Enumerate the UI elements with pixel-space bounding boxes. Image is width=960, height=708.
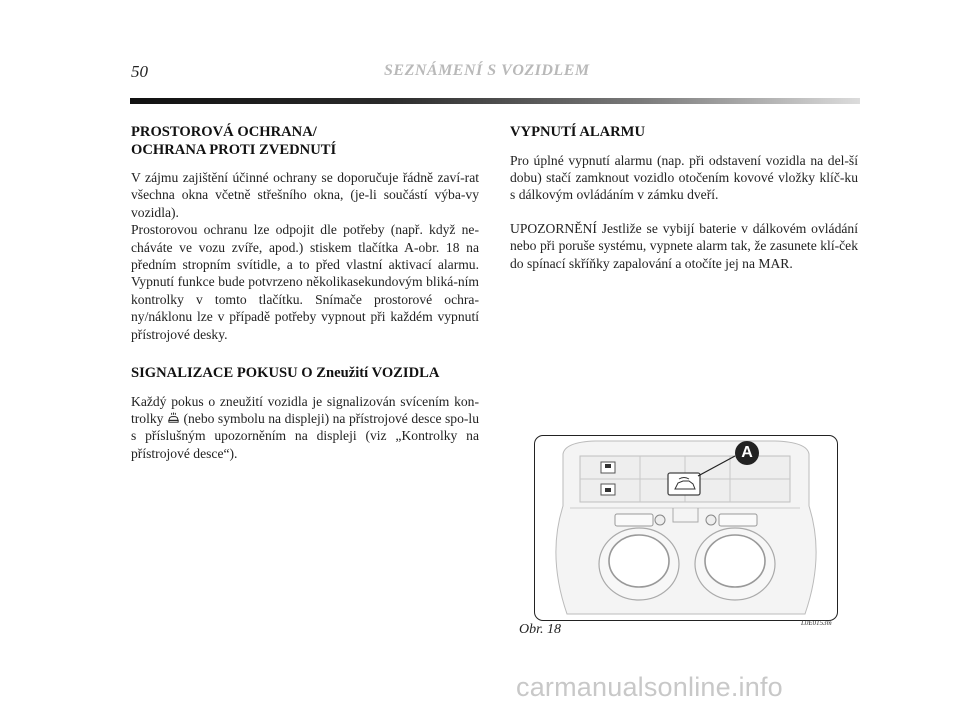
- running-title: SEZNÁMENÍ S VOZIDLEM: [384, 62, 590, 79]
- car-alarm-button-icon: [668, 473, 700, 495]
- paragraph: V zájmu zajištění účinné ochrany se doporučuje řádně zaví-rat všechna okna včetně střešního okna, (je-li součástí výba-vy vozidla).: [131, 170, 479, 220]
- figure-code: L0E0153m: [801, 619, 832, 627]
- section-title-line1: PROSTOROVÁ OCHRANA/: [131, 124, 317, 140]
- alarm-warning-icon: [167, 412, 180, 425]
- left-column: [131, 124, 479, 462]
- section-title-intrusion-signal: SIGNALIZACE POKUSU O Zneužití VOZIDLA: [131, 365, 440, 382]
- section-title-volumetric-protection: [131, 124, 479, 159]
- text-after-icon: (nebo symbolu na displeji) na přístrojové desce spo-lu s příslušným upozorněním na displeji (viz „Kontrolky na přístrojové desce“).: [131, 410, 479, 461]
- text-before-icon: Každý pokus o zneužití vozidla je signalizován svícením kon-trolky: [131, 393, 479, 426]
- ceiling-light-illustration: [535, 436, 837, 620]
- section-title-line2: OCHRANA PROTI ZVEDNUTÍ: [131, 141, 337, 158]
- paragraph: Prostorovou ochranu lze odpojit dle potřeby (např. když ne-cháváte ve vozu zvíře, apod.) stiskem tlačítka A-obr. 18 na předním stropním svítidle, a to před vlastní aktivací alarmu. Vypnutí funkce bude potvrzeno několikasekundovým bliká-ním kontrolky v tomto tlačítku. Snímače prostorové ochra-ny/náklonu lze v případě potřeby vypnout při každém vypnutí přístrojové desky.: [131, 222, 479, 342]
- paragraph: Pro úplné vypnutí alarmu (nap. při odstavení vozidla na del-ší dobu) stačí zamknout vozidlo otočením kovové vložky klíč-ku s dálkovým ovládáním v zámku dveří.: [510, 152, 858, 203]
- section-title-alarm-off: VYPNUTÍ ALARMU: [510, 124, 645, 140]
- watermark: carmanualsonline.info: [516, 672, 783, 702]
- figure-caption: Obr. 18: [519, 622, 562, 637]
- paragraph-warning: UPOZORNĚNÍ Jestliže se vybijí baterie v dálkovém ovládání nebo při poruše systému, vypnete alarm tak, že zasunete klí-ček do spínací skříňky zapalování a otočíte jej na MAR.: [510, 220, 858, 271]
- paragraph-intrusion: [131, 393, 479, 463]
- figure-ceiling-light: [534, 435, 838, 621]
- callout-label: A: [741, 444, 753, 461]
- header-rule: [130, 98, 860, 104]
- page-number: 50: [131, 62, 148, 81]
- right-column: [510, 124, 858, 272]
